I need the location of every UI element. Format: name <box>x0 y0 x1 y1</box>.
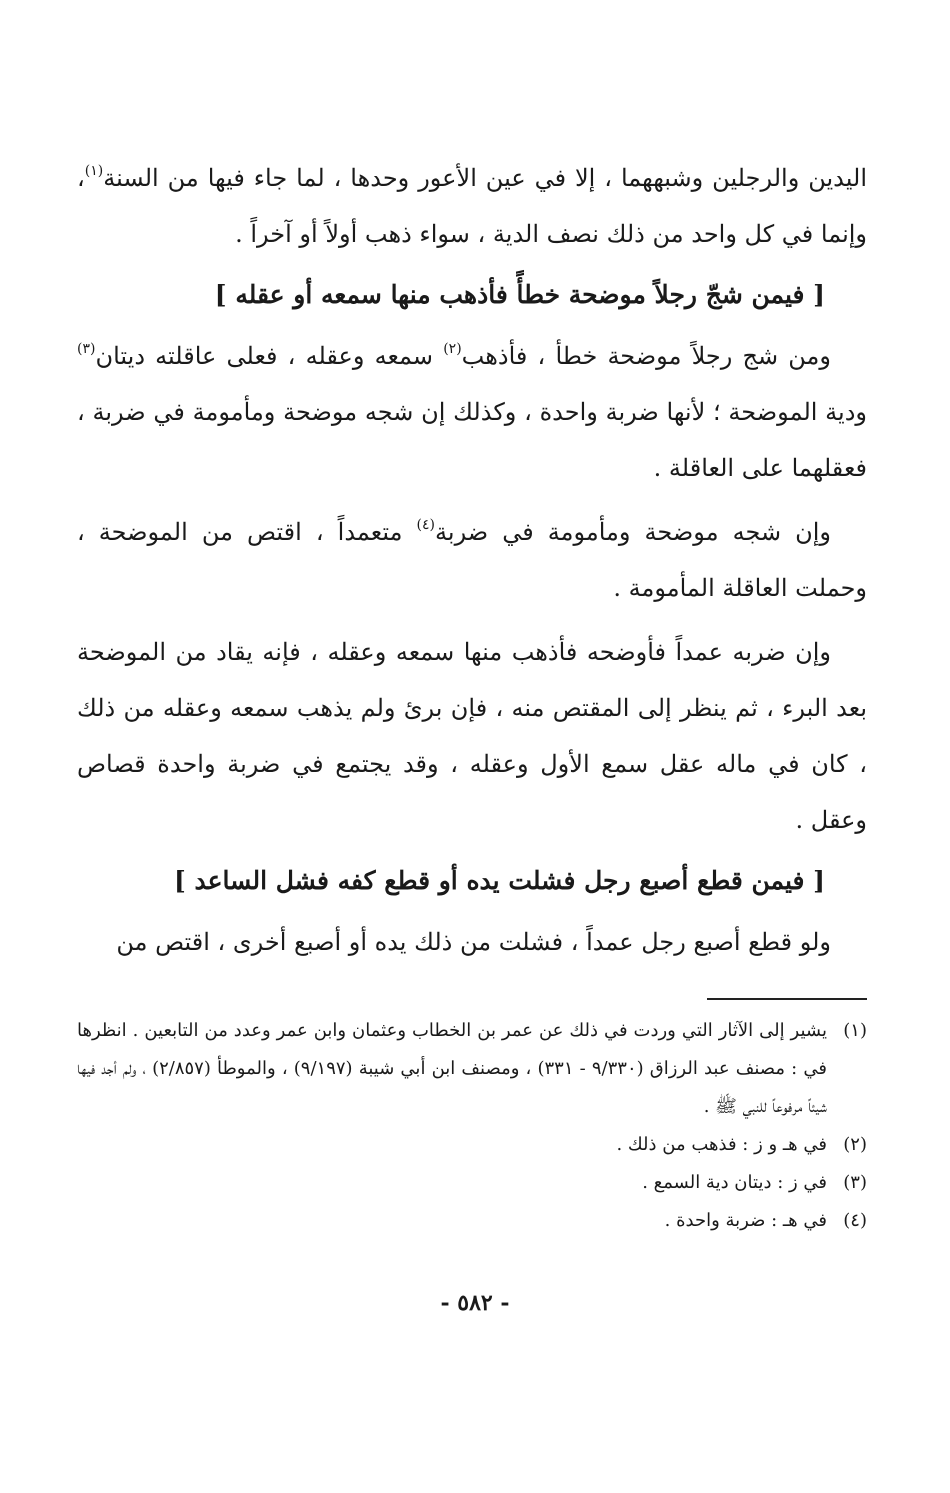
text-run: اليدين والرجلين وشبههما ، إلا في عين الأعور وحدها ، لما جاء فيها من السنة <box>103 164 867 192</box>
text-run: ولو قطع أصبع رجل عمداً ، فشلت من ذلك يده أو أصبع أخرى ، اقتص من <box>116 928 831 956</box>
footnote-number: (٤) <box>843 1210 867 1231</box>
text-run: متعمداً ، اقتص من الموضحة ، وحملت العاقلة المأمومة . <box>77 518 867 602</box>
body-paragraph <box>77 914 867 970</box>
footnote-text: في هـ : ضربة واحدة . <box>664 1210 827 1231</box>
body-paragraph <box>77 150 867 262</box>
footnote-marker[interactable]: (٤) <box>416 517 436 533</box>
page-number: - ٥٨٢ - <box>440 1290 510 1316</box>
section-heading: [ فيمن شجّ رجلاً موضحة خطأً فأذهب منها سمعه أو عقله ] <box>214 280 825 309</box>
footnote-number: (١) <box>843 1020 867 1041</box>
footnote-item <box>77 1164 867 1202</box>
footnote-text: في ز : ديتان دية السمع . <box>642 1172 827 1193</box>
text-run: ومن شج رجلاً موضحة خطأ ، فأذهب <box>461 342 831 370</box>
body-paragraph <box>77 624 867 848</box>
body-paragraph <box>77 504 867 616</box>
footnote-divider <box>707 998 867 1000</box>
section-heading: [ فيمن قطع أصبع رجل فشلت يده أو قطع كفه فشل الساعد ] <box>173 866 825 895</box>
footnote-text: في هـ و ز : فذهب من ذلك . <box>616 1134 827 1155</box>
main-text <box>77 150 867 970</box>
footnotes <box>77 1012 867 1240</box>
text-run: ، وإنما في كل واحد من ذلك نصف الدية ، سواء ذهب أولاً أو آخراً . <box>77 164 867 248</box>
footnote-marker[interactable]: (٣) <box>77 341 96 357</box>
text-run: وإن شجه موضحة ومأمومة في ضربة <box>435 518 832 546</box>
text-run: سمعه وعقله ، فعلى عاقلته ديتان <box>95 342 444 370</box>
footnote-item <box>77 1012 867 1126</box>
body-paragraph <box>77 328 867 496</box>
text-run: ودية الموضحة ؛ لأنها ضربة واحدة ، وكذلك إن شجه موضحة ومأمومة في ضربة ، فعقلهما على العاقلة . <box>77 398 868 482</box>
footnote-number: (٣) <box>843 1172 867 1193</box>
footnote-marker[interactable]: (٢) <box>443 341 462 357</box>
footnote-text: يشير إلى الآثار التي وردت في ذلك عن عمر بن الخطاب وعثمان وابن عمر وعدد من التابعين . انظرها في : مصنف عبد الرزاق (٩/٣٣٠ - ٣٣١) ، ومصنف ابن أبي شيبة (٩/١٩٧) ، والموطأ (٢/٨٥٧) ، ولم أجد فيها شيئاً مرفوعاً للنبي ﷺ . <box>77 1020 827 1117</box>
text-run: وإن ضربه عمداً فأوضحه فأذهب منها سمعه وعقله ، فإنه يقاد من الموضحة بعد البرء ، ثم ينظر إلى المقتص منه ، فإن برئ ولم يذهب سمعه وعقله من ذلك ، كان في ماله عقل سمع الأول وعقله ، وقد يجتمع في ضربة واحدة قصاص وعقل . <box>77 638 867 834</box>
footnote-item <box>77 1202 867 1240</box>
footnote-item <box>77 1126 867 1164</box>
footnote-number: (٢) <box>843 1134 867 1155</box>
footnote-marker[interactable]: (١) <box>84 163 104 179</box>
